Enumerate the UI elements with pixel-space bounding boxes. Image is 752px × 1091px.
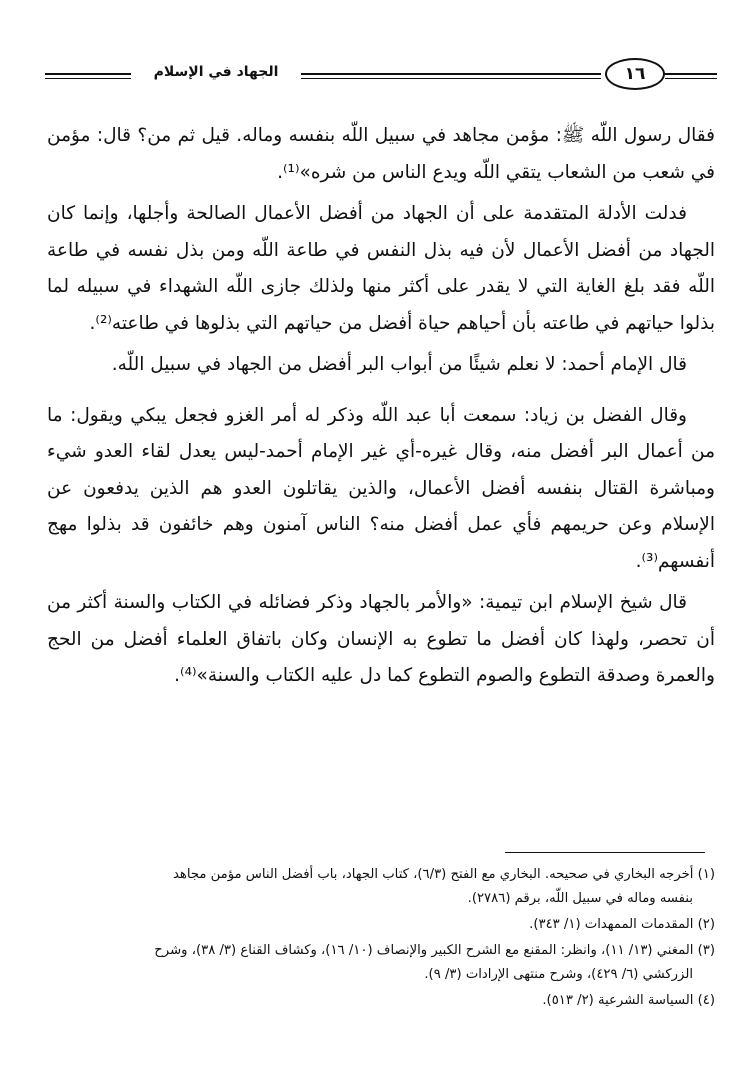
paragraph: وقال الفضل بن زياد: سمعت أبا عبد اللّه وذكر له أمر الغزو فجعل يبكي ويقول: ما من أعمال البر أفضل منه، وقال غيره-أي غير الإمام أحمد-ليس يعدل لقاء العدو شيء ومباشرة القتال بنفسه أفضل الأعمال، والذين يقاتلون العدو هم الذين يدفعون عن الإسلام وعن حريمهم فأي عمل أفضل منه؟ الناس آمنون وهم خائفون قد بذلوا مهج أنفسهم⁽³⁾. [47,404,715,572]
paragraph: قال شيخ الإسلام ابن تيمية: «والأمر بالجهاد وذكر فضائله في الكتاب والسنة أكثر من أن تحصر، ولهذا كان أفضل ما تطوع به الإنسان وكان باتفاق العلماء أفضل من الحج والعمرة وصدقة التطوع والصوم التطوع كما دل عليه الكتاب والسنة»⁽⁴⁾. [47,592,715,686]
footnote-text: (٣) المغني (١٣/ ١١)، وانظر: المقنع مع الشرح الكبير والإنصاف (١٠/ ١٦)، وكشاف القناع (٣/ ٣٨)، وشرح [154,943,715,958]
footnote-text: (٢) المقدمات الممهدات (١/ ٣٤٣). [529,917,715,932]
paragraph: فقال رسول اللّه ﷺ: مؤمن مجاهد في سبيل اللّه بنفسه وماله. قيل ثم من؟ قال: مؤمن في شعب من الشعاب يتقي اللّه ويدع الناس من شره»⁽¹⁾. [47,125,715,183]
footnote-1 [47,863,715,911]
main-text [47,118,715,700]
header-rule-middle-bottom [301,78,601,79]
paragraph: فدلت الأدلة المتقدمة على أن الجهاد من أفضل الأعمال الصالحة وأجلها، وإنما كان الجهاد من أفضل الأعمال لأن فيه بذل النفس في طاعة اللّه ومن بذل نفسه في طاعة اللّه فقد بلغ الغاية التي لا يقدر على أكثر منها ولذلك جازى اللّه الشهداء في سبيله لما بذلوا حياتهم في طاعته بأن أحياهم حياة أفضل من حياتهم التي بذلوها في طاعته⁽²⁾. [47,203,715,334]
footnote-4 [47,989,715,1013]
footnotes [47,863,715,1015]
footnote-text: بنفسه وماله في سبيل اللّه، برقم (٢٧٨٦). [467,891,693,906]
header-rule-right-bottom [665,78,717,79]
header-rule-left-bottom [45,78,131,79]
footnote-3 [47,939,715,987]
footnote-text: (٤) السياسة الشرعية (٢/ ٥١٣). [542,993,715,1008]
header-rule-middle-top [301,73,601,75]
footnote-text: الزركشي (٦/ ٤٢٩)، وشرح منتهى الإرادات (٣/ ٩). [424,967,693,982]
header-rule-right-top [665,73,717,75]
running-title: الجهاد في الإسلام [153,64,279,80]
footnote-separator [505,852,705,853]
page-number: ١٦ [605,58,665,90]
paragraph: قال الإمام أحمد: لا نعلم شيئًا من أبواب البر أفضل من الجهاد في سبيل اللّه. [111,354,687,375]
footnote-2 [47,913,715,937]
page-header [45,52,717,96]
footnote-text: (١) أخرجه البخاري في صحيحه. البخاري مع الفتح (٦/٣)، كتاب الجهاد، باب أفضل الناس مؤمن مجاهد [172,867,715,882]
header-rule-left-top [45,73,131,75]
